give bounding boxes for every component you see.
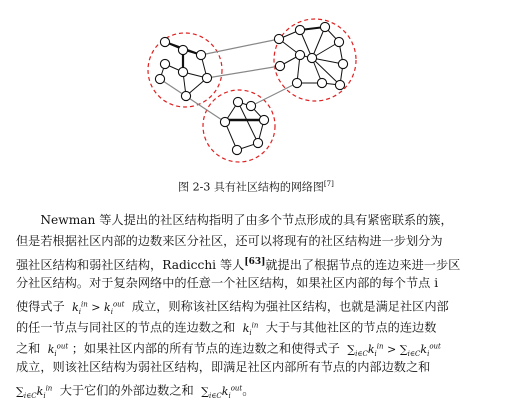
line7-text-b: ；如果社区内部的所有节点的连边数之和使得式子 [71, 341, 340, 356]
line6-text-b: 大于与其他社区的节点的连边数 [265, 320, 437, 335]
caption-label: 图 2-3 [178, 180, 211, 194]
caption-ref: [7] [323, 180, 334, 188]
paragraph-line-2: 但是若根据社区内部的边数来区分社区，还可以将现有的社区结构进一步划分为 [16, 234, 443, 248]
line7-text-a: 之和 [16, 341, 41, 356]
line5-text-b: 成立，则称该社区结构为强社区结构，也就是满足社区内部 [131, 299, 449, 314]
formula-k-out: $k_i^{out}$ [47, 342, 69, 358]
line9-text-b: 。 [242, 383, 255, 398]
caption-text: 具有社区结构的网络图 [213, 180, 324, 194]
line9-text-a: 大于它们的外部边数之和 [59, 383, 194, 398]
formula-k-in: $k_i^{in}$ [242, 321, 259, 337]
network-figure [0, 0, 512, 180]
formula-weak-community: $\sum_{i\in C}k_i^{in} > \sum_{i\in C}k_i^{out}$ [347, 342, 441, 358]
paragraph-line-8: 成立，则该社区结构为弱社区结构，即满足社区内部所有节点的内部边数之和 [16, 360, 431, 374]
formula-sum-k-out: $\sum_{i\in C}k_i^{out}$ [201, 384, 243, 400]
paragraph-line-4: 分社区结构。对于复杂网络中的任意一个社区结构，如果社区内部的每个节点 i [16, 276, 439, 290]
formula-strong-community: $k_i^{in} > k_i^{out}$ [72, 300, 125, 316]
line3-text-a: 强社区结构和弱社区结构，Radicchi 等人 [16, 258, 245, 273]
paragraph-line-9 [16, 378, 498, 407]
citation-63: [63] [244, 257, 266, 267]
figure-caption [0, 177, 512, 195]
formula-sum-k-in: $\sum_{i\in C}k_i^{in}$ [16, 384, 53, 400]
paragraph-line-1: Newman 等人提出的社区结构指明了由多个节点形成的具有紧密联系的簇， [40, 213, 453, 227]
line6-text-a: 的任一节点与同社区的节点的连边数之和 [16, 320, 236, 335]
line3-text-b: 就提出了根据节点的连边来进一步区 [265, 258, 461, 273]
line5-text-a: 使得式子 [16, 299, 65, 314]
